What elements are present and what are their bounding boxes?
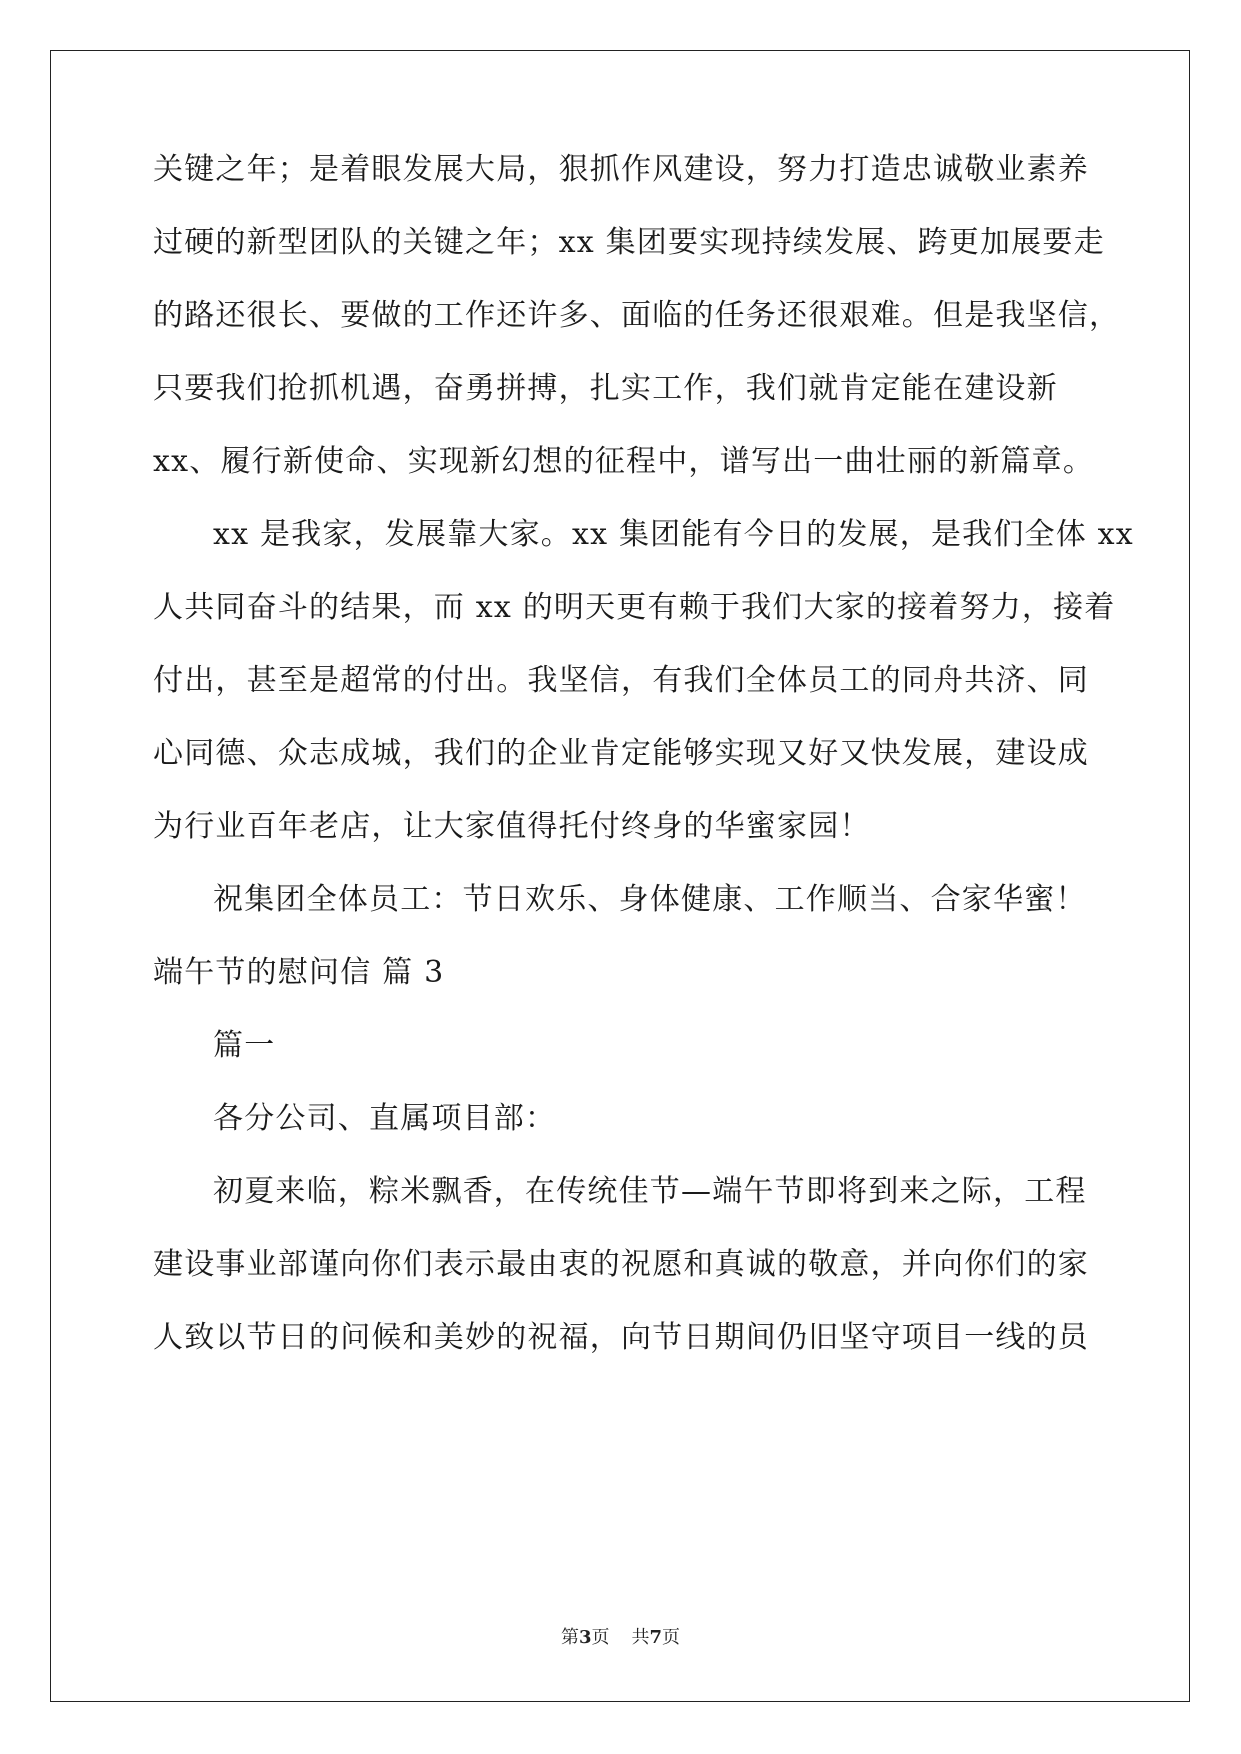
text-line: 人致以节日的问候和美妙的祝福，向节日期间仍旧坚守项目一线的员 — [153, 1320, 1089, 1355]
salutation: 各分公司、直属项目部： — [213, 1101, 557, 1136]
text-line: 建设事业部谨向你们表示最由衷的祝愿和真诚的敬意，并向你们的家 — [153, 1247, 1089, 1282]
text-line: 只要我们抢抓机遇，奋勇拼搏，扎实工作，我们就肯定能在建设新 — [153, 371, 1058, 406]
text-line: 心同德、众志成城，我们的企业肯定能够实现又好又快发展，建设成 — [153, 736, 1089, 771]
text-line: 过硬的新型团队的关键之年；xx 集团要实现持续发展、跨更加展要走 — [153, 225, 1105, 260]
paragraph-first-line: xx 是我家，发展靠大家。xx 集团能有今日的发展，是我们全体 xx — [213, 517, 1134, 552]
greeting-line: 祝集团全体员工：节日欢乐、身体健康、工作顺当、合家华蜜！ — [213, 882, 1087, 917]
text-line: xx、履行新使命、实现新幻想的征程中，谱写出一曲壮丽的新篇章。 — [153, 444, 1095, 479]
paragraph-first-line: 初夏来临，粽米飘香，在传统佳节—端午节即将到来之际，工程 — [213, 1174, 1087, 1209]
total-pages: 7 — [649, 1627, 663, 1648]
text-line: 人共同奋斗的结果，而 xx 的明天更有赖于我们大家的接着努力，接着 — [153, 590, 1116, 625]
subsection-label: 篇一 — [213, 1028, 276, 1063]
page-footer — [0, 1626, 1241, 1650]
page-label-prefix: 第 — [560, 1627, 579, 1648]
total-label-prefix: 共 — [631, 1627, 650, 1648]
page-label-suffix: 页 — [591, 1627, 610, 1648]
text-line: 的路还很长、要做的工作还许多、面临的任务还很艰难。但是我坚信， — [153, 298, 1121, 333]
text-line: 关键之年；是着眼发展大局，狠抓作风建设，努力打造忠诚敬业素养 — [153, 152, 1089, 187]
page-number: 3 — [578, 1627, 592, 1648]
text-line: 为行业百年老店，让大家值得托付终身的华蜜家园！ — [153, 809, 871, 844]
text-line: 付出，甚至是超常的付出。我坚信，有我们全体员工的同舟共济、同 — [153, 663, 1089, 698]
section-heading: 端午节的慰问信 篇 3 — [153, 955, 445, 990]
total-label-suffix: 页 — [662, 1627, 681, 1648]
